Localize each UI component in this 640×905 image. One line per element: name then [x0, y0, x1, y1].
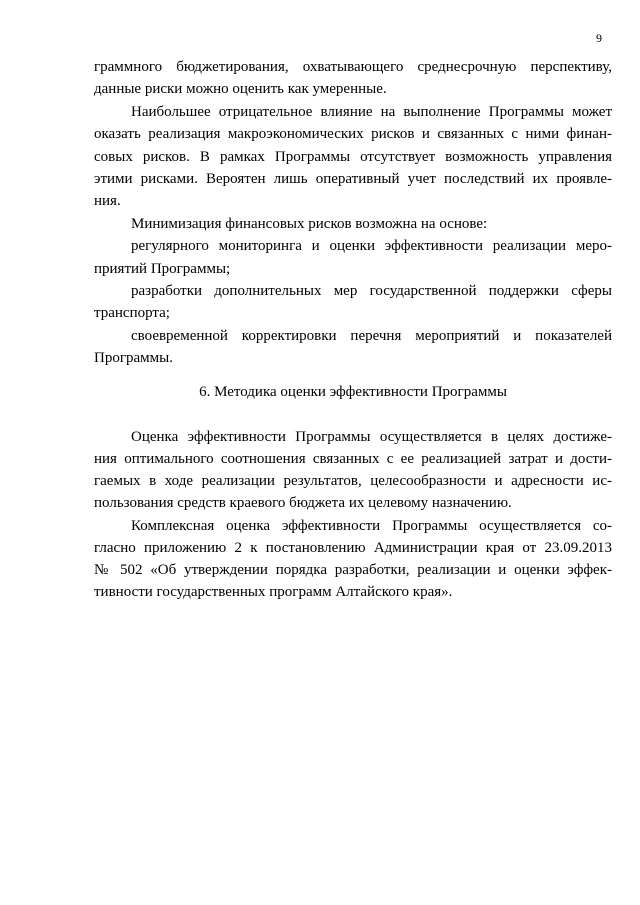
text-line: регулярного мониторинга и оценки эффективности реализации меро-: [131, 238, 612, 254]
text-line: Минимизация финансовых рисков возможна на основе:: [131, 216, 488, 232]
text-line: № 502 «Об утверждении порядка разработки, реализации и оценки эффек-: [94, 562, 612, 578]
text-line: приятий Программы;: [94, 261, 231, 277]
text-line: разработки дополнительных мер государственной поддержки сферы: [131, 283, 612, 299]
text-line: совых рисков. В рамках Программы отсутствует возможность управления: [94, 149, 612, 165]
text-line: оказать реализация макроэкономических рисков и связанных с ними финан-: [94, 126, 612, 142]
text-line: Комплексная оценка эффективности Программы осуществляется со-: [131, 518, 612, 534]
text-line: этими рисками. Вероятен лишь оперативный учет последствий их проявле-: [94, 171, 612, 187]
text-line: тивности государственных программ Алтайского края».: [94, 584, 453, 600]
text-line: Наибольшее отрицательное влияние на выполнение Программы может: [131, 104, 612, 120]
text-line: гласно приложению 2 к постановлению Администрации края от 23.09.2013: [94, 540, 612, 556]
text-line: Оценка эффективности Программы осуществляется в целях достиже-: [131, 429, 612, 445]
section-title: 6. Методика оценки эффективности Программы: [199, 384, 507, 400]
text-line: ния.: [94, 193, 121, 209]
text-line: ния оптимального соотношения связанных с ее реализацией затрат и дости-: [94, 451, 612, 467]
text-line: граммного бюджетирования, охватывающего среднесрочную перспективу,: [94, 59, 612, 75]
text-line: гаемых в ходе реализации результатов, целесообразности и адресности ис-: [94, 473, 612, 489]
text-line: Программы.: [94, 350, 173, 366]
page-number: 9: [596, 31, 602, 45]
text-line: своевременной корректировки перечня мероприятий и показателей: [131, 328, 612, 344]
text-line: транспорта;: [94, 305, 170, 321]
text-line: пользования средств краевого бюджета их целевому назначению.: [94, 495, 512, 511]
text-line: данные риски можно оценить как умеренные.: [94, 81, 387, 97]
